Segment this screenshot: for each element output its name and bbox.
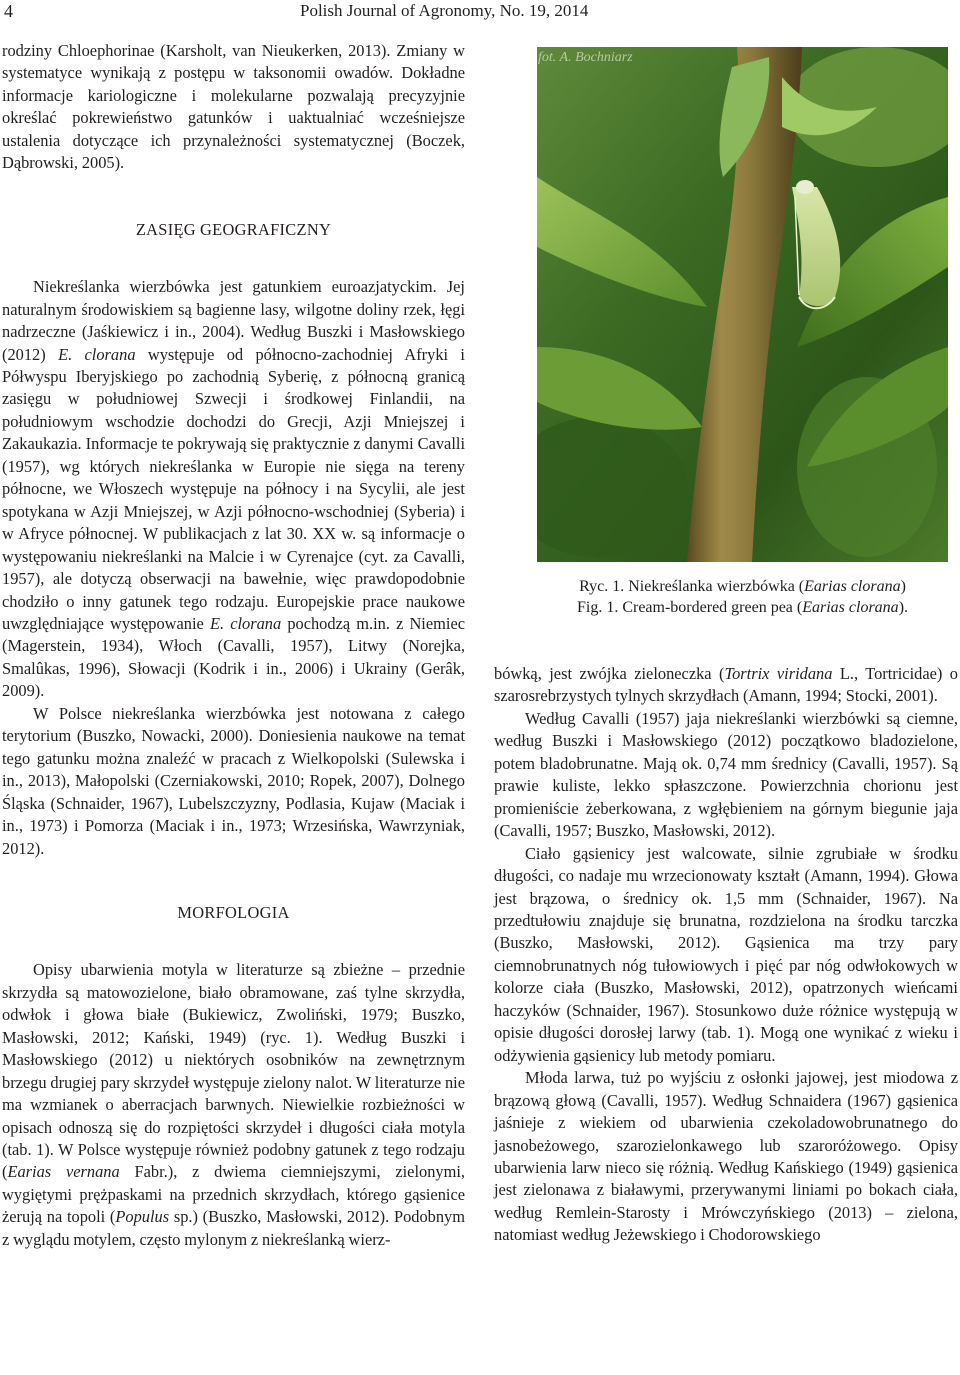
photo-credit: fot. A. Bochniarz: [538, 50, 633, 65]
page-number: 4: [4, 1, 13, 21]
paragraph-poland: W Polsce niekreślanka wierzbówka jest notowana z całego terytorium (Buszko, Nowacki, 2000). Doniesienia naukowe na temat tego gatunku można znaleźć w pracach z Wielkopolski (Sulewska i in., 2013), Małopolski (Czerniakowski, 2010; Ropek, 2007), Dolnego Śląska (Schnaider, 1967), Lubelszczyzny, Podlasia, Kujaw (Maciak i in., 1973) i Pomorza (Maciak i in., 1973; Wrzesińska, Wawrzyniak, 2012).: [2, 703, 465, 858]
paragraph-caterpillar: Ciało gąsienicy jest walcowate, silnie zgrubiałe w środku długości, co nadaje mu wrzecionowaty kształt (Amann, 1994). Głowa jest brązowa, o średnicy ok. 1,5 mm (Schnaider, 1967). Na przedtułowiu znajduje się brunatna, rozdzielona na środku tarczka (Buszko, Masłowski, 2012). Gąsienica ma trzy pary ciemnobrunatnych nóg tułowiowych i pięć par nóg odwłokowych w kolorze ciała (Buszko, Masłowski, 2012), opatrzonych wieńcami haczyków (Schnaider, 1967). Stosunkowo duże różnice występują w opisie długości dorosłej larwy (tab. 1). Mogą one wynikać z wieku i odżywienia gąsienicy lub metody pomiaru.: [494, 843, 958, 1065]
page-header: [0, 0, 960, 30]
section-heading-morfologia: MORFOLOGIA: [177, 902, 290, 922]
left-column: [2, 40, 465, 1251]
paragraph-morphology: Opisy ubarwienia motyla w literaturze są zbieżne – przednie skrzydła są matowozielone, biało obramowane, zaś tylne skrzydła, odwłok i głowa białe (Bukiewicz, Zwoliński, 1979; Buszko, Masłowski, 2012; Kański, 1949) (ryc. 1). Według Buszki i Masłowskiego (2012) u niektórych osobników na zewnętrznym brzegu drugiej pary skrzydeł występuje zielony nalot. W literaturze nie ma wzmianek o aberracjach barwnych. Niewielkie rozbieżności w opisach odnoszą się do rozpiętości skrzydeł i długości ciała motyla (tab. 1). W Polsce występuje również podobny gatunek z tego rodzaju (Earias vernana Fabr.), z dwiema ciemniejszymi, zielonymi, wygiętymi prężpaskami na przednich skrzydłach, którego gąsienice żerują na topoli (Populus sp.) (Buszko, Masłowski, 2012). Podobnym z wyglądu motylem, często mylonym z niekreślanką wierz-: [2, 960, 465, 1249]
section-heading-zasieg: ZASIĘG GEOGRAFICZNY: [135, 219, 332, 239]
right-column: [494, 663, 958, 1247]
figure-caption: [537, 576, 948, 618]
paragraph-tortrix: bówką, jest zwójka zieloneczka (Tortrix viridana L., Tortricidae) o szarosrebrzystych tylnych skrzydłach (Amann, 1994; Stocki, 2001).: [494, 664, 958, 706]
paragraph-intro: rodziny Chloephorinae (Karsholt, van Nieukerken, 2013). Zmiany w systematyce wynikają z postępu w taksonomii owadów. Dokładne informacje kariologiczne i molekularne pozwalają precyzyjnie określać pokrewieństwo gatunków i uaktualniać wcześniejsze ustalenia dotyczące ich przynależności systematycznej (Boczek, Dąbrowski, 2005).: [2, 41, 465, 173]
moth-photo: [537, 47, 948, 562]
caption-polish: Ryc. 1. Niekreślanka wierzbówka (Earias clorana): [579, 578, 906, 595]
paragraph-larva: Młoda larwa, tuż po wyjściu z osłonki jajowej, jest miodowa z brązową głową (Cavalli, 1957). Według Schnaidera (1967) gąsienica jaśnieje z wiekiem od ubarwienia czekoladowobrunatnego do jasnobeżowego, szarozielonkawego lub szaroróżowego. Opisy ubarwienia larw nieco się różnią. Według Kańskiego (1949) gąsienica jest zielonawa z białawymi, przerywanymi liniami po bokach ciała, według Remlein-Starosty i Mrówczyńskiego (2013) – zielona, natomiast według Jeżewskiego i Chodorowskiego: [494, 1068, 958, 1245]
paragraph-range: Niekreślanka wierzbówka jest gatunkiem euroazjatyckim. Jej naturalnym środowiskiem są bagienne lasy, wilgotne doliny rzek, łęgi nadrzeczne (Jaśkiewicz i in., 2004). Według Buszki i Masłowskiego (2012) E. clorana występuje od północno-zachodniej Afryki i Półwyspu Iberyjskiego po zachodnią Syberię, z północną granicą zasięgu w południowej Szwecji i środkowej Finlandii, na południowym wschodzie dochodzi do Grecji, Azji Mniejszej i Zakaukazia. Informacje te pokrywają się praktycznie z danymi Cavalli (1957), wg których niekreślanka w Europie nie sięga na tereny północne, we Włoszech występuje na północy i na Sycylii, ale jest spotykana w Azji Mniejszej, w Azji północno-wschodniej (Syberia) i w Afryce północnej. W publikacjach z lat 30. XX w. są informacje o występowaniu niekreślanki na Malcie i w Cyrenajce (cyt. za Cavalli, 1957), ale dotyczą obserwacji na bawełnie, więc prawdopodobnie chodziło o inny gatunek tego rodzaju. Europejskie prace naukowe uwzględniające występowanie E. clorana pochodzą m.in. z Niemiec (Magerstein, 1934), Włoch (Cavalli, 1957), Litwy (Norejka, Smalûkas, 1996), Słowacji (Kodrik i in., 2006) i Ukrainy (Gerâk, 2009).: [2, 277, 465, 701]
journal-running-title: Polish Journal of Agronomy, No. 19, 2014: [300, 1, 589, 20]
caption-english: Fig. 1. Cream-bordered green pea (Earias clorana).: [576, 599, 909, 616]
paragraph-eggs: Według Cavalli (1957) jaja niekreślanki wierzbówki są ciemne, według Buszki i Masłowskiego (2012) początkowo bladozielone, potem bladobrunatne. Mają ok. 0,74 mm średnicy (Cavalli, 1957). Są prawie kuliste, lekko spłaszczone. Powierzchnia chorionu jest promieniście żeberkowana, z wgłębieniem na górnym biegunie jaja (Cavalli, 1957; Buszko, Masłowski, 2012).: [494, 708, 958, 841]
